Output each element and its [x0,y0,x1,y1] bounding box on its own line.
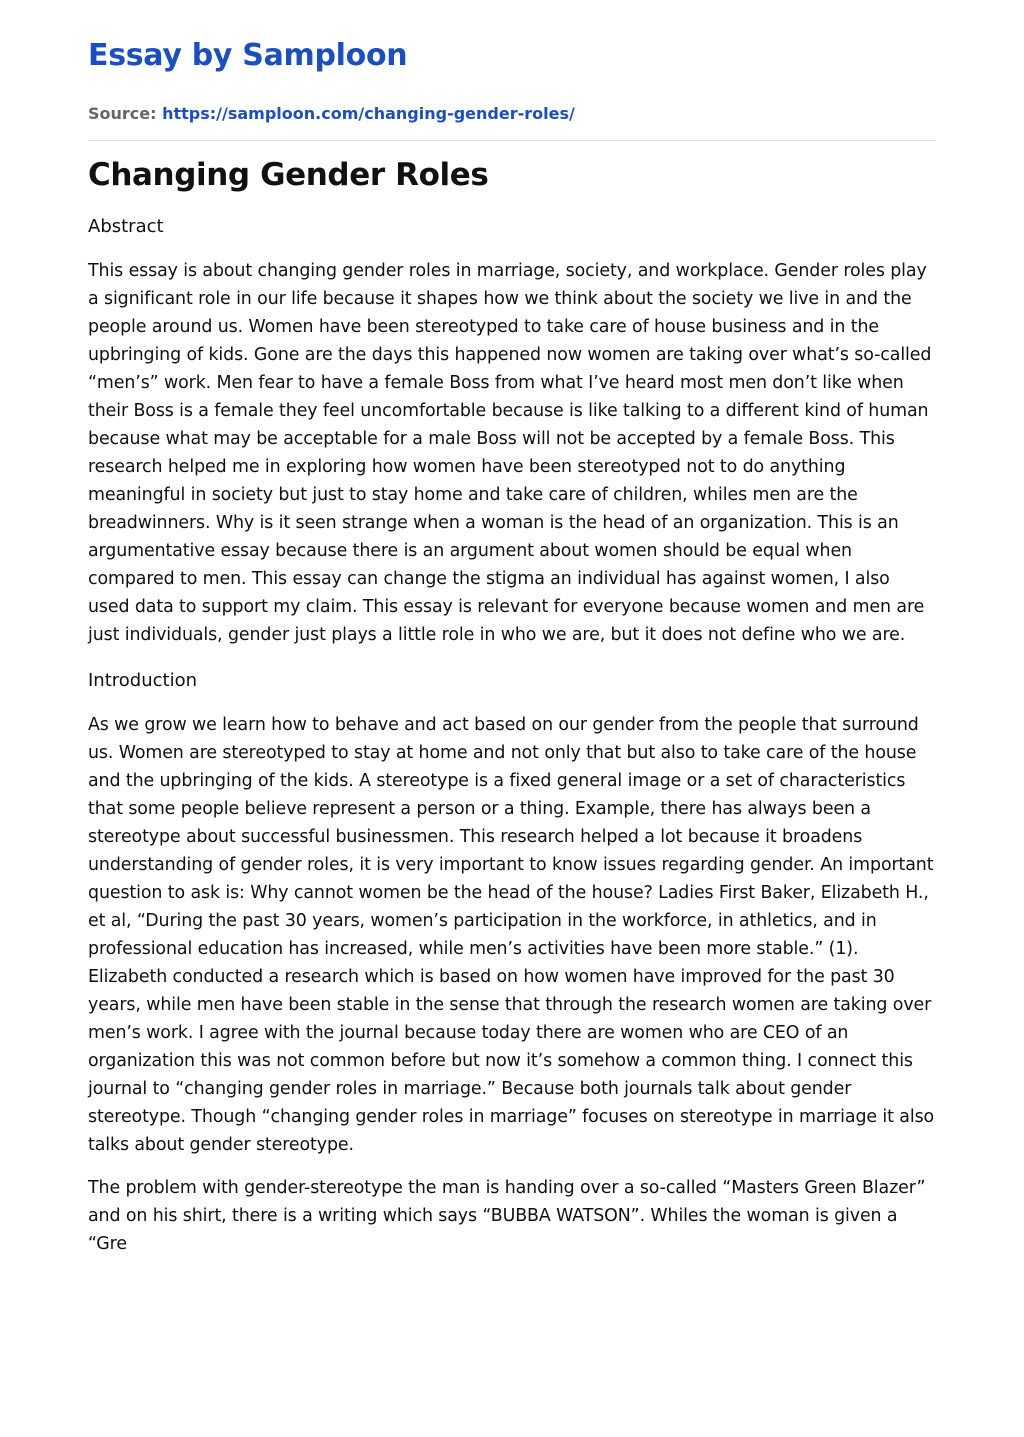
introduction-paragraph: As we grow we learn how to behave and act based on our gender from the people that surround us. Women are stereotyped to stay at home and not only that but also to take care of the house and the upbringing of the kids. A stereotype is a fixed general image or a set of characteristics that some people believe represent a person or a thing. Example, there has always been a stereotype about successful businessmen. This research helped a lot because it broadens understanding of gender roles, it is very important to know issues regarding gender. An important question to ask is: Why cannot women be the head of the house? Ladies First Baker, Elizabeth H., et al, “During the past 30 years, women’s participation in the workforce, in athletics, and in professional education has increased, while men’s activities have been more stable.” (1). Elizabeth conducted a research which is based on how women have improved for the past 30 years, while men have been stable in the sense that through the research women are taking over men’s work. I agree with the journal because today there are women who are CEO of an organization this was not common before but now it’s somehow a common thing. I connect this journal to “changing gender roles in marriage.” Because both journals talk about gender stereotype. Though “changing gender roles in marriage” focuses on stereotype in marriage it also talks about gender stereotype. [88,715,935,1155]
essay-page [88,30,936,1258]
abstract-heading: Abstract [88,216,164,237]
problem-paragraph: The problem with gender-stereotype the man is handing over a so-called “Masters Green Blazer” and on his shirt, there is a writing which says “BUBBA WATSON”. Whiles the woman is given a “Gre [88,1178,926,1254]
source-line [88,102,936,126]
header-divider [88,140,936,141]
abstract-paragraph: This essay is about changing gender roles in marriage, society, and workplace. Gender roles play a significant role in our life because it shapes how we think about the society we live in and the people around us. Women have been stereotyped to take care of house business and in the upbringing of kids. Gone are the days this happened now women are taking over what’s so-called “men’s” work. Men fear to have a female Boss from what I’ve heard most men don’t like when their Boss is a female they feel uncomfortable because is like talking to a different kind of human because what may be acceptable for a male Boss will not be accepted by a female Boss. This research helped me in exploring how women have been stereotyped not to do anything meaningful in society but just to stay home and take care of children, whiles men are the breadwinners. Why is it seen strange when a woman is the head of an organization. This is an argumentative essay because there is an argument about women should be equal when compared to men. This essay can change the stigma an individual has against women, I also used data to support my claim. This essay is relevant for everyone because women and men are just individuals, gender just plays a little role in who we are, but it does not define who we are. [88,261,932,645]
essay-title: Changing Gender Roles [88,157,489,193]
introduction-heading: Introduction [88,670,198,691]
source-link[interactable]: https://samploon.com/changing-gender-roles/ [162,104,575,123]
source-label: Source: [88,104,157,123]
site-brand-title: Essay by Samploon [88,38,408,73]
